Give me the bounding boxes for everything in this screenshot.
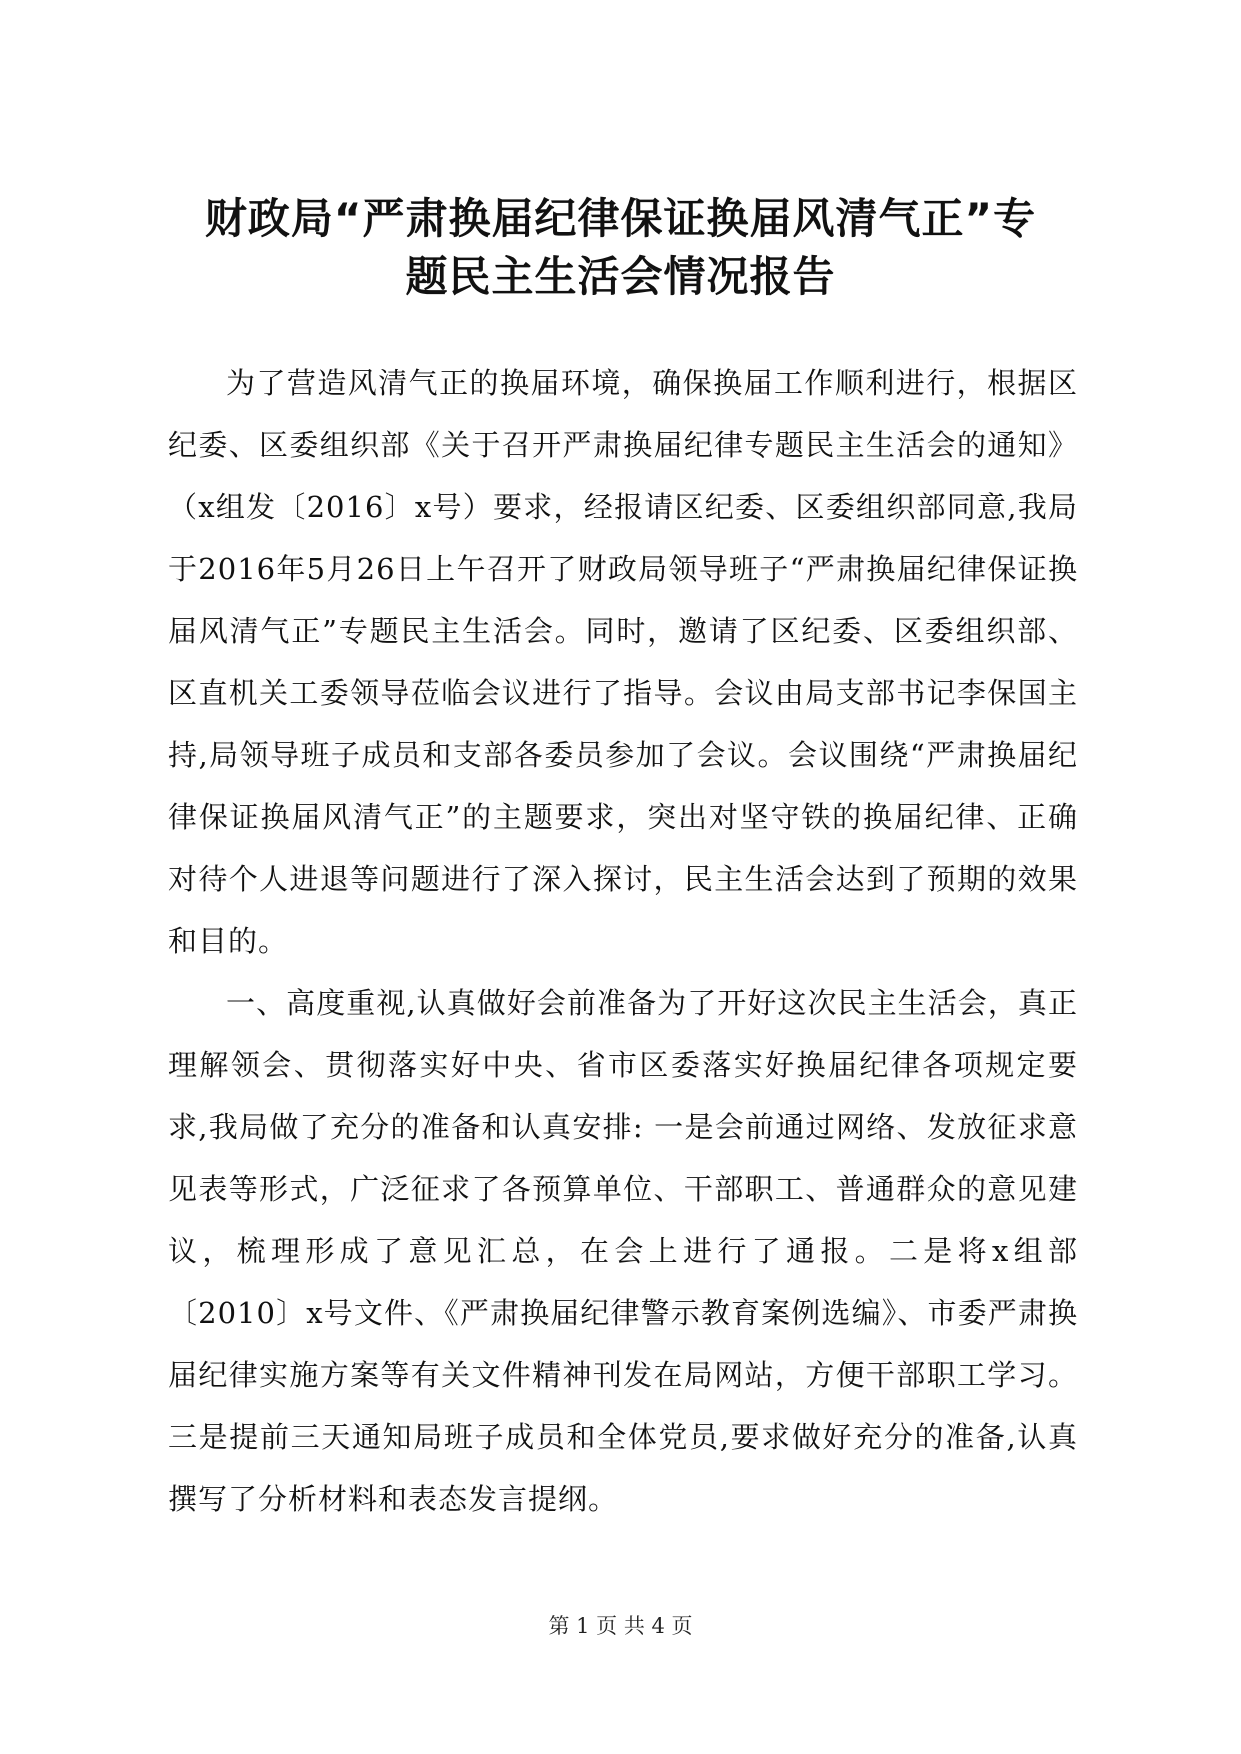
document-title <box>150 190 1091 306</box>
body-paragraph: 一、高度重视,认真做好会前准备为了开好这次民主生活会，真正理解领会、贯彻落实好中央、省市区委落实好换届纪律各项规定要求,我局做了充分的准备和认真安排: 一是会前通过网络、发放征求意见表等形式，广泛征求了各预算单位、干部职工、普通群众的意见建议，梳理形成了意见汇总，在会上进行了通报。二是将x组部〔2010〕x号文件、《严肃换届纪律警示教育案例选编》、市委严肃换届纪律实施方案等有关文件精神刊发在局网站，方便干部职工学习。三是提前三天通知局班子成员和全体党员,要求做好充分的准备,认真撰写了分析材料和表态发言提纲。 <box>168 986 1078 1516</box>
title-line-1: 财政局“严肃换届纪律保证换届风清气正”专 <box>204 194 1037 243</box>
document-body <box>168 352 1078 1530</box>
page-number-footer: 第 1 页 共 4 页 <box>548 1614 693 1638</box>
title-line-2: 题民主生活会情况报告 <box>405 252 836 301</box>
body-paragraph: 为了营造风清气正的换届环境，确保换届工作顺利进行，根据区纪委、区委组织部《关于召开严肃换届纪律专题民主生活会的通知》（x组发〔2016〕x号）要求，经报请区纪委、区委组织部同意,我局于2016年5月26日上午召开了财政局领导班子“严肃换届纪律保证换届风清气正”专题民主生活会。同时，邀请了区纪委、区委组织部、区直机关工委领导莅临会议进行了指导。会议由局支部书记李保国主持,局领导班子成员和支部各委员参加了会议。会议围绕“严肃换届纪律保证换届风清气正”的主题要求，突出对坚守铁的换届纪律、正确对待个人进退等问题进行了深入探讨，民主生活会达到了预期的效果和目的。 <box>168 366 1078 958</box>
